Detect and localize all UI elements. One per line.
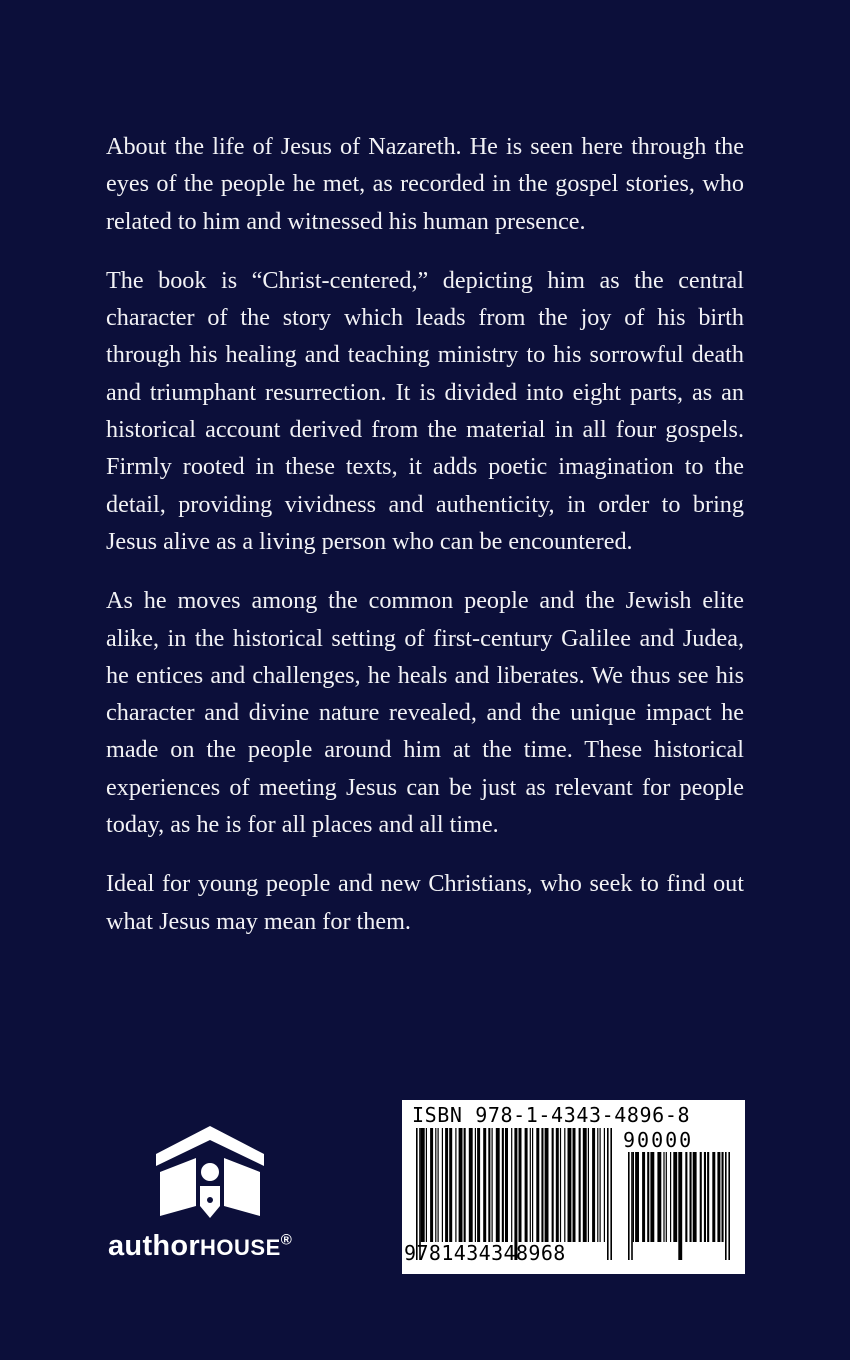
blurb-paragraph-1: About the life of Jesus of Nazareth. He is seen here through the eyes of the people he met, as recorded in the gospel stories, who related to him and witnessed his human presence. bbox=[106, 133, 744, 235]
barcode-bar bbox=[631, 1152, 633, 1260]
authorhouse-logo-icon bbox=[146, 1118, 274, 1224]
barcode-bar bbox=[505, 1128, 508, 1242]
barcode-bar bbox=[488, 1128, 490, 1242]
barcode-bar bbox=[438, 1128, 439, 1242]
barcode-bar bbox=[475, 1128, 476, 1242]
barcode-bar bbox=[663, 1152, 664, 1242]
barcode-bar bbox=[693, 1152, 697, 1242]
barcode-bar bbox=[445, 1128, 448, 1242]
barcode-bar bbox=[600, 1128, 601, 1242]
barcode-bar bbox=[525, 1128, 528, 1242]
publisher-wordmark bbox=[108, 1230, 292, 1263]
barcode-bar bbox=[519, 1128, 522, 1242]
barcode-bar bbox=[607, 1128, 609, 1260]
barcode-bar bbox=[492, 1128, 493, 1242]
publisher-logo bbox=[108, 1118, 328, 1278]
isbn-label: ISBN 978-1-4343-4896-8 bbox=[412, 1103, 691, 1127]
barcode-bar bbox=[690, 1152, 692, 1242]
barcode-bar bbox=[536, 1128, 539, 1242]
barcode-bar bbox=[573, 1128, 576, 1242]
barcode-bar bbox=[564, 1128, 565, 1242]
barcode-bar bbox=[579, 1128, 581, 1242]
barcode-bar bbox=[642, 1152, 645, 1242]
barcode-bar bbox=[421, 1128, 425, 1242]
barcode-bar bbox=[530, 1128, 531, 1242]
barcode-bar bbox=[650, 1152, 654, 1242]
barcode-bar bbox=[511, 1128, 512, 1242]
barcode-bar bbox=[678, 1152, 682, 1260]
barcode-bar bbox=[685, 1152, 687, 1242]
barcode-bar bbox=[426, 1128, 427, 1242]
barcode-bar bbox=[483, 1128, 486, 1242]
barcode-bar bbox=[717, 1152, 720, 1242]
barcode-bar bbox=[592, 1128, 595, 1242]
barcode-bar bbox=[556, 1128, 559, 1242]
barcode-bar bbox=[560, 1128, 561, 1242]
barcode-bar bbox=[722, 1152, 724, 1242]
barcode-bar bbox=[442, 1128, 443, 1242]
barcode-bar bbox=[670, 1152, 671, 1242]
blurb-paragraph-4: Ideal for young people and new Christians, who seek to find out what Jesus may mean for them. bbox=[106, 870, 744, 935]
barcode-bar bbox=[552, 1128, 554, 1242]
barcode-bar bbox=[666, 1152, 667, 1242]
barcode-bar bbox=[628, 1152, 630, 1260]
barcode-bar bbox=[712, 1152, 715, 1242]
barcode-bar bbox=[469, 1128, 473, 1242]
barcode-bar bbox=[604, 1128, 605, 1242]
barcode-bar bbox=[728, 1152, 730, 1260]
barcode-bar bbox=[700, 1152, 702, 1242]
barcode-bar bbox=[545, 1128, 549, 1242]
barcode-bar bbox=[583, 1128, 587, 1242]
barcode-bar bbox=[449, 1128, 452, 1242]
barcode-bar bbox=[633, 1152, 634, 1242]
barcode-bar bbox=[610, 1128, 612, 1260]
barcode-bar bbox=[477, 1128, 480, 1242]
blurb-paragraph-3: As he moves among the common people and the Jewish elite alike, in the historical setting of first-century Galilee and Judea, he entices and challenges, he heals and liberates. We thus see his character and divine nature revealed, and the unique impact he made on the people around him at the time. These historical experiences of meeting Jesus can be just as relevant for people today, as he is for all places and all time. bbox=[106, 587, 744, 839]
barcode-bar bbox=[568, 1128, 572, 1242]
isbn-barcode bbox=[402, 1100, 745, 1274]
barcode-bar bbox=[430, 1128, 433, 1242]
barcode-bar bbox=[597, 1128, 598, 1242]
barcode-bar bbox=[459, 1128, 463, 1242]
registered-mark: ® bbox=[280, 1231, 293, 1249]
barcode-bar bbox=[588, 1128, 589, 1242]
ean-digits: 9781434348968 bbox=[404, 1241, 566, 1265]
barcode-bar bbox=[464, 1128, 466, 1242]
barcode-bar bbox=[455, 1128, 456, 1242]
barcode-bar bbox=[707, 1152, 709, 1242]
blurb-paragraph-2: The book is “Christ-centered,” depicting him as the central character of the story which leads from the joy of his birth through his healing and teaching ministry to his sorrowful death and triumphant resurrection. It is divided into eight parts, as an historical account derived from the material in all four gospels. Firmly rooted in these texts, it adds poetic imagination to the detail, providing vividness and authenticity, in order to bring Jesus alive as a living person who can be encountered. bbox=[106, 266, 744, 555]
barcode-bar bbox=[435, 1128, 436, 1242]
barcode-bar bbox=[657, 1152, 661, 1242]
publisher-name-lower: author bbox=[108, 1230, 201, 1262]
barcode-bar bbox=[496, 1128, 500, 1242]
barcode-bar bbox=[673, 1152, 677, 1242]
barcode-bar bbox=[502, 1128, 504, 1242]
back-cover-blurb bbox=[106, 128, 744, 962]
publisher-name-upper: HOUSE bbox=[200, 1235, 281, 1260]
barcode-bar bbox=[635, 1152, 639, 1242]
barcode-bar bbox=[647, 1152, 649, 1242]
barcode-bar bbox=[541, 1128, 543, 1242]
barcode-bar bbox=[532, 1128, 533, 1242]
barcode-bar bbox=[725, 1152, 727, 1260]
barcode-bar bbox=[704, 1152, 706, 1242]
price-code: 90000 bbox=[623, 1128, 694, 1152]
